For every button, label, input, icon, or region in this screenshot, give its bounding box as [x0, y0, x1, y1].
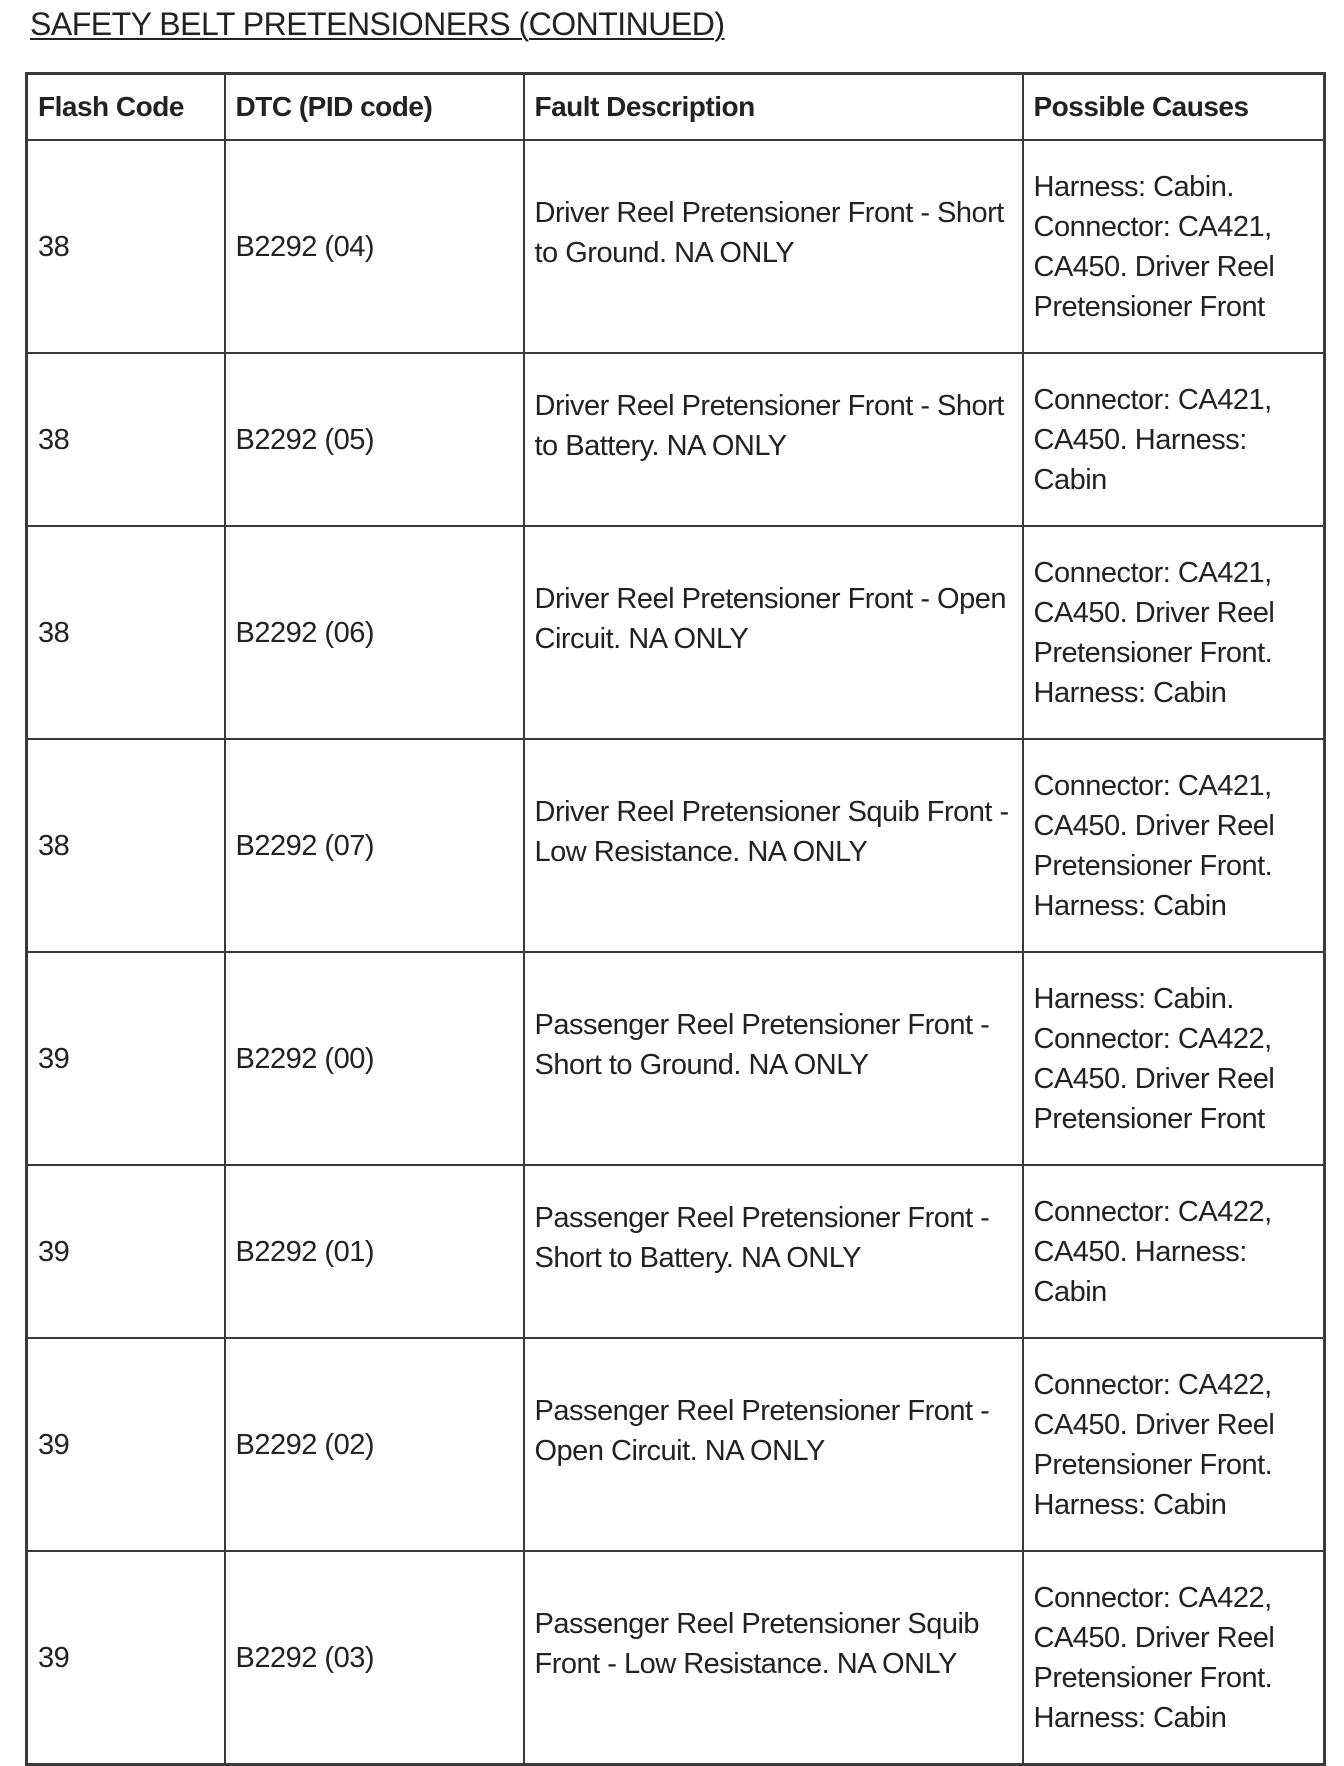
flash-code-cell: 39	[27, 1338, 225, 1551]
dtc-table	[25, 72, 1326, 1766]
header-fault-description: Fault Description	[524, 74, 1023, 141]
table-row	[27, 1165, 1325, 1338]
dtc-cell: B2292 (07)	[225, 739, 524, 952]
dtc-cell: B2292 (06)	[225, 526, 524, 739]
possible-causes-cell: Connector: CA421, CA450. Driver Reel Pretensioner Front. Harness: Cabin	[1023, 739, 1325, 952]
fault-description-cell: Driver Reel Pretensioner Front - Short to Ground. NA ONLY	[524, 140, 1023, 353]
flash-code-cell: 39	[27, 1551, 225, 1765]
header-possible-causes: Possible Causes	[1023, 74, 1325, 141]
dtc-cell: B2292 (05)	[225, 353, 524, 526]
dtc-cell: B2292 (03)	[225, 1551, 524, 1765]
flash-code-cell: 38	[27, 353, 225, 526]
fault-description-cell: Passenger Reel Pretensioner Squib Front - Low Resistance. NA ONLY	[524, 1551, 1023, 1765]
possible-causes-cell: Harness: Cabin. Connector: CA421, CA450. Driver Reel Pretensioner Front	[1023, 140, 1325, 353]
flash-code-cell: 38	[27, 739, 225, 952]
table-row	[27, 140, 1325, 353]
possible-causes-cell: Connector: CA421, CA450. Harness: Cabin	[1023, 353, 1325, 526]
dtc-cell: B2292 (04)	[225, 140, 524, 353]
dtc-cell: B2292 (02)	[225, 1338, 524, 1551]
fault-description-cell: Passenger Reel Pretensioner Front - Open Circuit. NA ONLY	[524, 1338, 1023, 1551]
page-title: SAFETY BELT PRETENSIONERS (CONTINUED)	[30, 6, 725, 42]
header-flash-code: Flash Code	[27, 74, 225, 141]
flash-code-cell: 38	[27, 140, 225, 353]
table-row	[27, 1338, 1325, 1551]
table-row	[27, 526, 1325, 739]
fault-description-cell: Driver Reel Pretensioner Front - Short to Battery. NA ONLY	[524, 353, 1023, 526]
dtc-cell: B2292 (00)	[225, 952, 524, 1165]
possible-causes-cell: Connector: CA421, CA450. Driver Reel Pretensioner Front. Harness: Cabin	[1023, 526, 1325, 739]
fault-description-cell: Driver Reel Pretensioner Front - Open Circuit. NA ONLY	[524, 526, 1023, 739]
table-row	[27, 353, 1325, 526]
possible-causes-cell: Connector: CA422, CA450. Driver Reel Pretensioner Front. Harness: Cabin	[1023, 1551, 1325, 1765]
fault-description-cell: Driver Reel Pretensioner Squib Front - Low Resistance. NA ONLY	[524, 739, 1023, 952]
flash-code-cell: 39	[27, 952, 225, 1165]
flash-code-cell: 38	[27, 526, 225, 739]
possible-causes-cell: Harness: Cabin. Connector: CA422, CA450. Driver Reel Pretensioner Front	[1023, 952, 1325, 1165]
table-row	[27, 952, 1325, 1165]
fault-description-cell: Passenger Reel Pretensioner Front - Short to Ground. NA ONLY	[524, 952, 1023, 1165]
flash-code-cell: 39	[27, 1165, 225, 1338]
table-header-row	[27, 74, 1325, 141]
header-dtc: DTC (PID code)	[225, 74, 524, 141]
fault-description-cell: Passenger Reel Pretensioner Front - Short to Battery. NA ONLY	[524, 1165, 1023, 1338]
table-row	[27, 739, 1325, 952]
possible-causes-cell: Connector: CA422, CA450. Driver Reel Pretensioner Front. Harness: Cabin	[1023, 1338, 1325, 1551]
table-row	[27, 1551, 1325, 1765]
dtc-cell: B2292 (01)	[225, 1165, 524, 1338]
possible-causes-cell: Connector: CA422, CA450. Harness: Cabin	[1023, 1165, 1325, 1338]
